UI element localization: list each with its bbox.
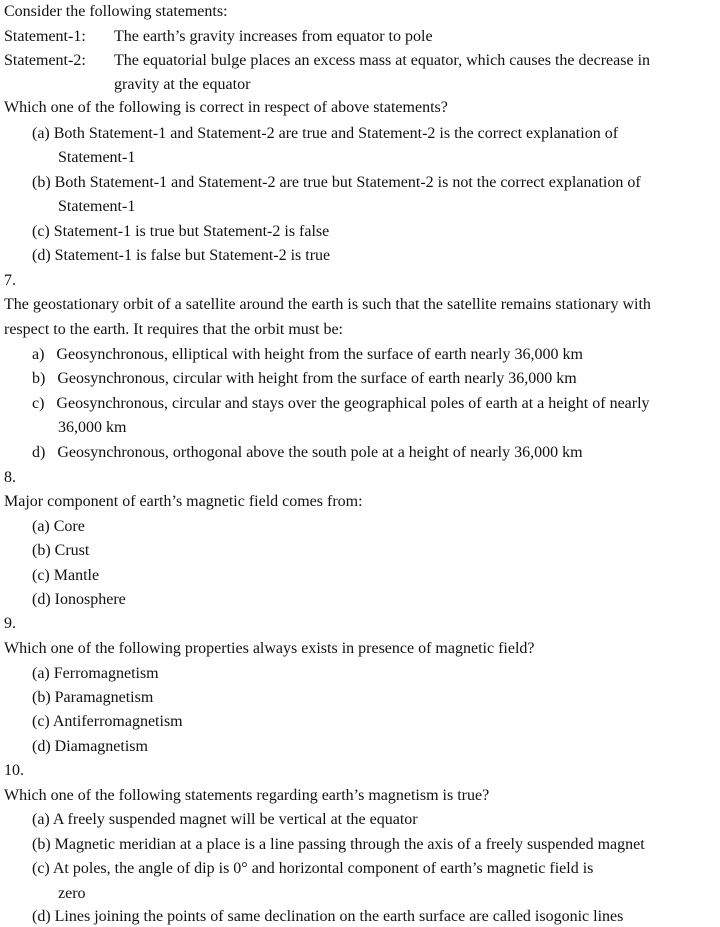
q10-number: 10. [4,762,24,779]
q7-option-a: a) Geosynchronous, elliptical with height from the surface of earth nearly 36,000 km [32,346,583,363]
intro-text: Consider the following statements: [4,3,228,20]
q8-option-d: (d) Ionosphere [32,591,126,608]
intro-option-c: (c) Statement-1 is true but Statement-2 is false [32,223,330,240]
q7-question-line2: respect to the earth. It requires that the orbit must be: [4,321,343,338]
q9-option-c: (c) Antiferromagnetism [32,713,183,730]
q10-question: Which one of the following statements regarding earth’s magnetism is true? [4,787,490,804]
q8-number: 8. [4,469,16,486]
q7-option-b: b) Geosynchronous, circular with height from the surface of earth nearly 36,000 km [32,370,577,387]
q9-option-b: (b) Paramagnetism [32,689,154,706]
q10-option-b: (b) Magnetic meridian at a place is a line passing through the axis of a freely suspended magnet [32,836,645,853]
statement1-text: The earth’s gravity increases from equator to pole [114,28,433,45]
statement2-line2: gravity at the equator [114,76,251,93]
q8-option-c: (c) Mantle [32,567,100,584]
intro-option-b-line2: Statement-1 [58,198,136,215]
q9-question: Which one of the following properties always exists in presence of magnetic field? [4,640,535,657]
q7-option-c-line1: c) Geosynchronous, circular and stays over the geographical poles of earth at a height of nearly [32,395,650,412]
q8-question: Major component of earth’s magnetic field comes from: [4,493,363,510]
q8-option-a: (a) Core [32,518,85,535]
q7-option-c-line2: 36,000 km [58,419,127,436]
q10-option-a: (a) A freely suspended magnet will be vertical at the equator [32,811,418,828]
q9-option-d: (d) Diamagnetism [32,738,148,755]
intro-option-a-line1: (a) Both Statement-1 and Statement-2 are true and Statement-2 is the correct explanation of [32,125,619,142]
q10-option-c-line2: zero [58,885,86,902]
q10-option-d: (d) Lines joining the points of same declination on the earth surface are called isogonic lines [32,908,624,925]
intro-question: Which one of the following is correct in respect of above statements? [4,99,448,116]
intro-option-b-line1: (b) Both Statement-1 and Statement-2 are true but Statement-2 is not the correct explanation of [32,174,641,191]
q8-option-b: (b) Crust [32,542,90,559]
q9-option-a: (a) Ferromagnetism [32,665,159,682]
q7-question-line1: The geostationary orbit of a satellite around the earth is such that the satellite remains stationary with [4,296,651,313]
statement2-line1: The equatorial bulge places an excess mass at equator, which causes the decrease in [114,52,651,69]
q9-number: 9. [4,615,16,632]
statement2-label: Statement-2: [4,52,86,69]
q10-option-c-line1: (c) At poles, the angle of dip is 0° and horizontal component of earth’s magnetic field is [32,860,594,877]
intro-option-a-line2: Statement-1 [58,149,136,166]
q7-number: 7. [4,272,16,289]
intro-option-d: (d) Statement-1 is false but Statement-2 is true [32,247,331,264]
statement1-label: Statement-1: [4,28,86,45]
q7-option-d: d) Geosynchronous, orthogonal above the south pole at a height of nearly 36,000 km [32,444,583,461]
